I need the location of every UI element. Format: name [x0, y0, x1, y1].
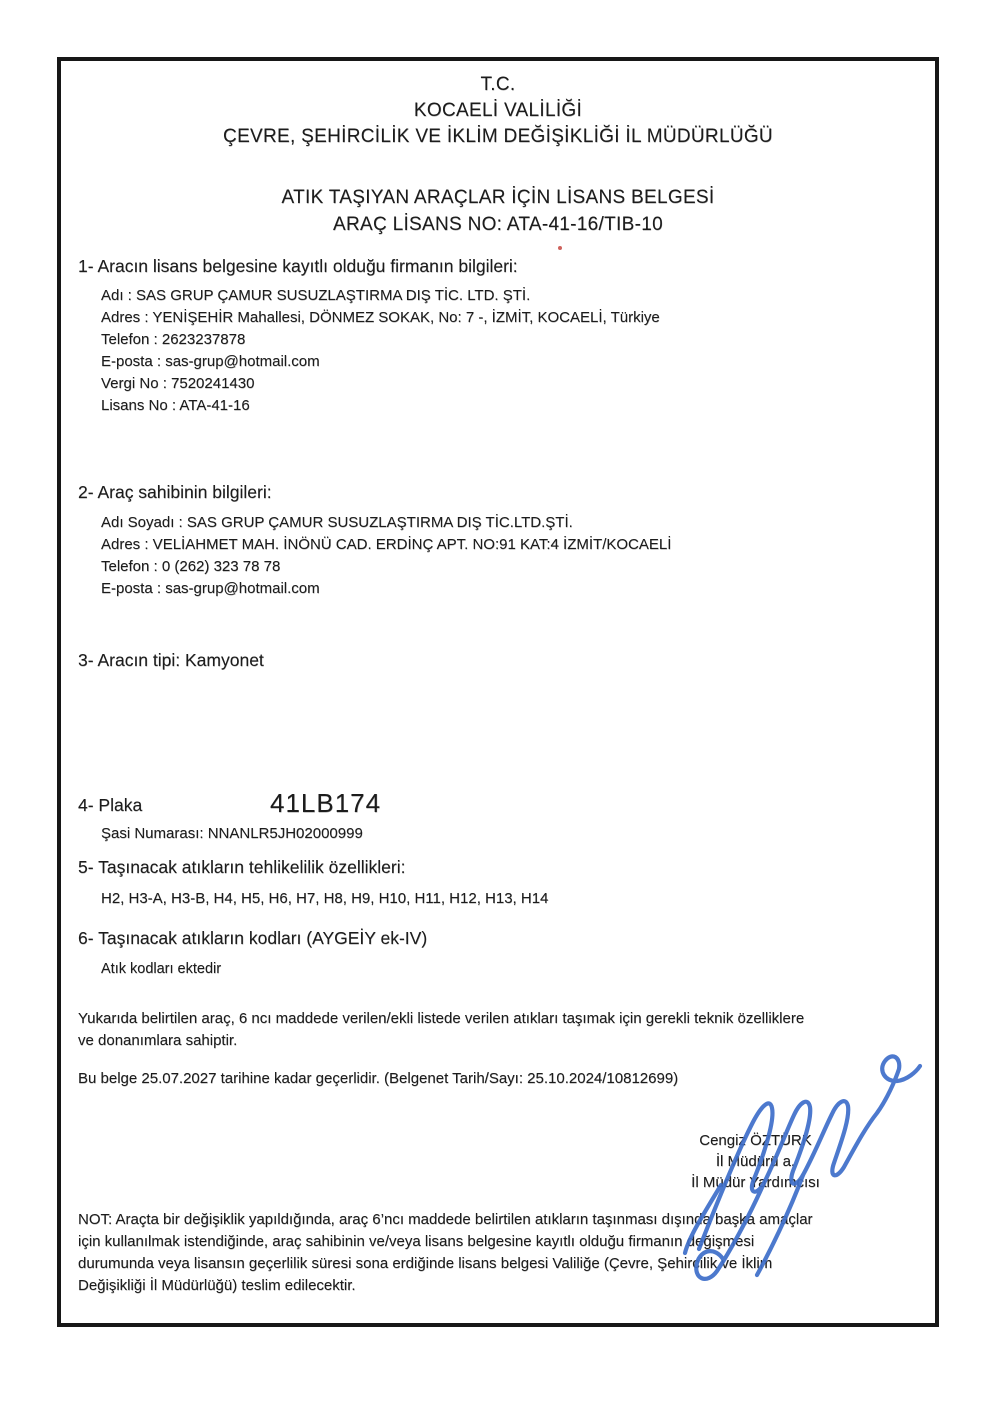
- section1-details: [101, 285, 910, 417]
- section1-heading: 1- Aracın lisans belgesine kayıtlı olduğu firmanın bilgileri:: [78, 256, 518, 276]
- section5-heading: 5- Taşınacak atıkların tehlikelilik özellikleri:: [78, 857, 406, 877]
- section3-heading: 3- Aracın tipi: Kamyonet: [78, 650, 264, 670]
- owner-address: Adres : VELİAHMET MAH. İNÖNÜ CAD. ERDİNÇ APT. NO:91 KAT:4 İZMİT/KOCAELİ: [101, 536, 672, 553]
- validity-statement: Bu belge 25.07.2027 tarihine kadar geçerlidir. (Belgenet Tarih/Sayı: 25.10.2024/10812699): [78, 1070, 679, 1087]
- footnote-line4: Değişikliği İl Müdürlüğü) teslim edilecektir.: [78, 1277, 356, 1294]
- company-email: E-posta : sas-grup@hotmail.com: [101, 353, 320, 370]
- document-title-line: ATIK TAŞIYAN ARAÇLAR İÇİN LİSANS BELGESİ: [281, 187, 715, 208]
- company-address: Adres : YENİŞEHİR Mahallesi, DÖNMEZ SOKAK, No: 7 -, İZMİT, KOCAELİ, Türkiye: [101, 309, 660, 326]
- footnote-line1: NOT: Araçta bir değişiklik yapıldığında, araç 6’ncı maddede belirtilen atıkların taşınması dışında başka amaçlar: [78, 1211, 813, 1228]
- technical-statement-line1: Yukarıda belirtilen araç, 6 ncı maddede verilen/ekli listede verilen atıkları taşımak için gerekli teknik özelliklere: [78, 1010, 805, 1027]
- footnote: [78, 1209, 923, 1297]
- signatory-title-acting: İl Müdürü a.: [715, 1153, 796, 1170]
- scan-artifact-dot: [558, 246, 562, 250]
- footnote-line2: için kullanılmak istendiğinde, araç sahibinin ve/veya lisans belgesine kayıtlı olduğu firmanın değişmesi: [78, 1233, 755, 1250]
- company-phone: Telefon : 2623237878: [101, 331, 246, 348]
- hazard-codes: H2, H3-A, H3-B, H4, H5, H6, H7, H8, H9, H10, H11, H12, H13, H14: [101, 890, 549, 907]
- section4-heading: 4- Plaka: [78, 795, 143, 815]
- letterhead-republic: T.C.: [480, 74, 516, 95]
- technical-statement: [78, 1008, 923, 1052]
- technical-statement-line2: ve donanımlara sahiptir.: [78, 1032, 238, 1049]
- section-plate: [78, 788, 910, 845]
- company-license-no: Lisans No : ATA-41-16: [101, 397, 250, 414]
- chassis-number: Şasi Numarası: NNANLR5JH02000999: [101, 825, 363, 842]
- owner-phone: Telefon : 0 (262) 323 78 78: [101, 558, 281, 575]
- footnote-line3: durumunda veya lisansın geçerlilik süresi sona erdiğinde lisans belgesi Valiliğe (Çevre, Şehircilik ve İklim: [78, 1255, 773, 1272]
- waste-codes-note: Atık kodları ektedir: [101, 961, 222, 977]
- document-title: [61, 184, 935, 238]
- section2-heading: 2- Araç sahibinin bilgileri:: [78, 482, 272, 502]
- section-owner-info: [78, 480, 910, 600]
- section-vehicle-type: [78, 648, 910, 672]
- company-name: Adı : SAS GRUP ÇAMUR SUSUZLAŞTIRMA DIŞ TİC. LTD. ŞTİ.: [101, 287, 531, 304]
- signatory-name: Cengiz ÖZTÜRK: [699, 1132, 812, 1149]
- owner-name: Adı Soyadı : SAS GRUP ÇAMUR SUSUZLAŞTIRMA DIŞ TİC.LTD.ŞTİ.: [101, 514, 573, 531]
- signatory-block: [648, 1130, 863, 1193]
- section-company-info: [78, 254, 910, 417]
- section6-heading: 6- Taşınacak atıkların kodları (AYGEİY ek-IV): [78, 928, 428, 948]
- owner-email: E-posta : sas-grup@hotmail.com: [101, 580, 320, 597]
- license-number-line: ARAÇ LİSANS NO: ATA-41-16/TIB-10: [333, 214, 663, 235]
- section-waste-codes: [78, 926, 910, 980]
- letterhead: [61, 72, 935, 150]
- letterhead-directorate: ÇEVRE, ŞEHİRCİLİK VE İKLİM DEĞİŞİKLİĞİ İL MÜDÜRLÜĞÜ: [223, 126, 773, 147]
- plate-number: 41LB174: [270, 788, 382, 818]
- letterhead-governorship: KOCAELİ VALİLİĞİ: [413, 100, 583, 121]
- section4-heading-row: [78, 788, 910, 818]
- section2-details: [101, 512, 910, 600]
- company-tax-no: Vergi No : 7520241430: [101, 375, 255, 392]
- section-hazard-properties: [78, 855, 910, 910]
- signatory-title-deputy: İl Müdür Yardımcısı: [691, 1174, 820, 1191]
